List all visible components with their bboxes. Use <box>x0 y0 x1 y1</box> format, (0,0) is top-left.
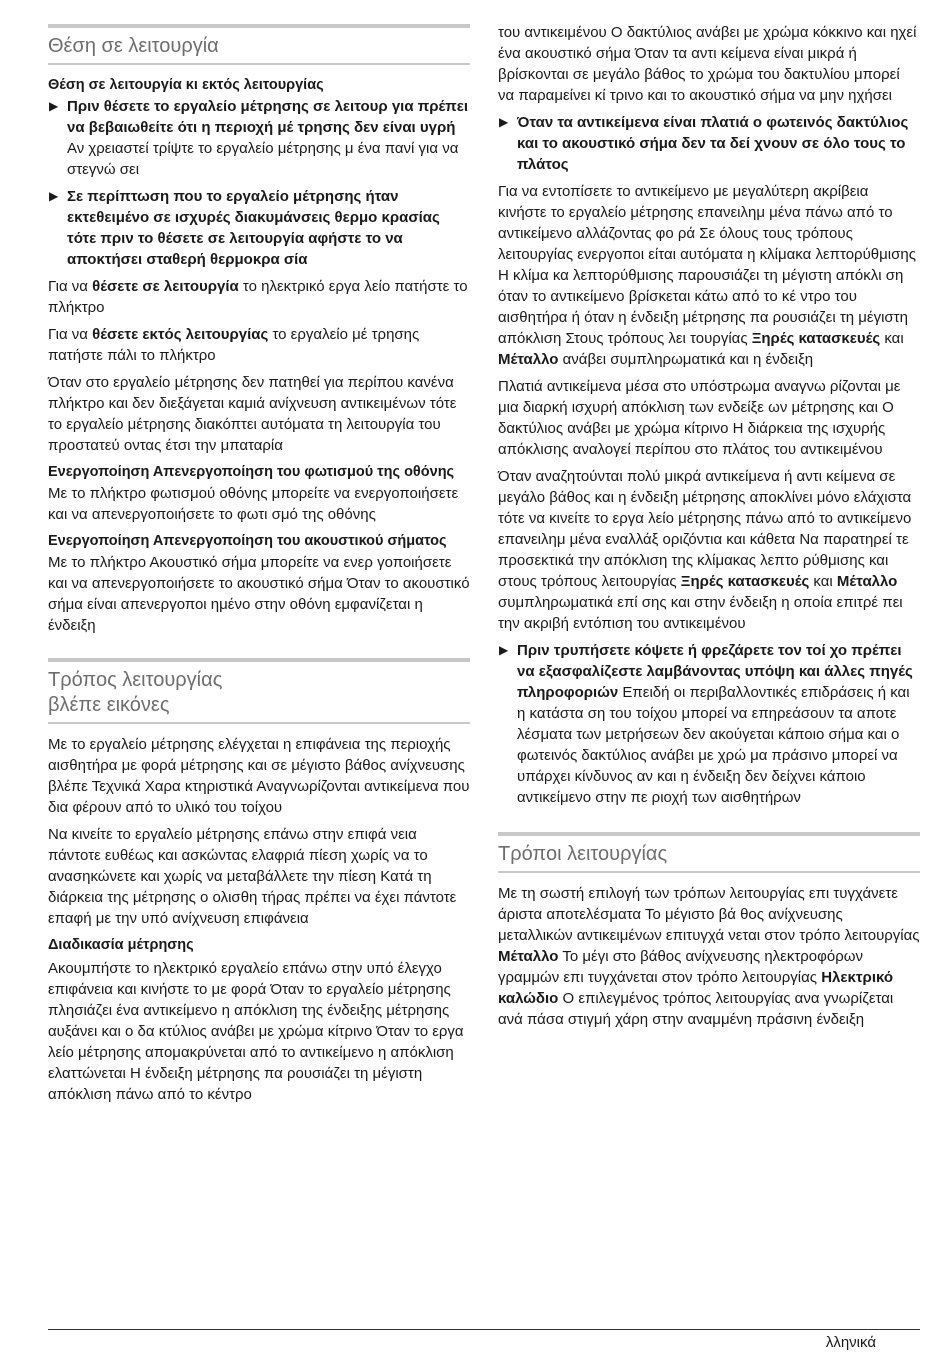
right-column <box>498 22 920 1036</box>
paragraph: του αντικειμένου Ο δακτύλιος ανάβει με χρώμα κόκκινο και ηχεί ένα ακουστικό σήμα Όταν τα αντι κείμενα είναι μικρά ή βρίσκονται σε μεγάλο βάθος το χρώμα του δακτυλίου μπορεί να παραμείνει κί τρινο και το ακουστικό σήμα να μην ηχήσει <box>498 24 917 104</box>
bullet-note <box>498 640 920 808</box>
triangle-right-icon: ▶ <box>49 99 59 113</box>
bullet-bold-text: Πριν τρυπήσετε κόψετε ή φρεζάρετε τον τοί χο πρέπει να εξασφαλίζεστε λαμβάνοντας υπόψη και άλλες πηγές πληροφοριών <box>517 642 913 701</box>
paragraph: Να κινείτε το εργαλείο μέτρησης επάνω στην επιφά νεια πάντοτε ευθέως και ασκώντας ελαφριά πίεση χωρίς να το ανασηκώνετε και χωρίς να μεταβάλλετε την πίεση Κατά τη διάρκεια της μέτρησης ο ολισθη τήρας πρέπει να έχει πάντοτε επαφή με την υπό ανίχνευση επιφάνεια <box>48 826 457 927</box>
subheading-acoustic-signal: Ενεργοποίηση Απενεργοποίηση του ακουστικού σήματος <box>48 533 447 549</box>
section-header-modes <box>498 832 920 873</box>
bullet-bold-text: Σε περίπτωση που το εργαλείο μέτρησης ήταν εκτεθειμένο σε ισχυρές διακυμάνσεις θερμο κρασίας τότε πριν το θέσετε σε λειτουργία αφήστε το να αποκτήσει σταθερή θερμοκρα σία <box>67 188 440 268</box>
paragraph: Με το πλήκτρο Ακουστικό σήμα μπορείτε να ενερ γοποιήσετε και να απενεργοποιήσετε το ακουστικό σήμα Όταν το ακουστικό σήμα είναι απενεργοποι ημένο στην οθόνη εμφανίζεται η ένδειξη <box>48 554 470 634</box>
bullet-note <box>48 186 470 270</box>
paragraph: Ακουμπήστε το ηλεκτρικό εργαλείο επάνω στην υπό έλεγχο επιφάνεια και κινήστε το με φορά Όταν το εργαλείο μέτρησης πλησιάζει ένα αντικείμενο η απόκλιση της ένδειξης μέτρησης αυξάνει και ο δα κτύλιος ανάβει με χρώμα κίτρινο Όταν το εργα λείο μέτρησης απομακρύνεται από το αντικείμενο η απόκλιση ελαττώνεται Η ένδειξη μέτρησης πα ρουσιάζει τη μέγιστη απόκλιση πάνω από το κέντρο <box>48 960 464 1103</box>
paragraph: Όταν στο εργαλείο μέτρησης δεν πατηθεί για περίπου κανένα πλήκτρο και δεν διεξάγεται καμιά ανίχνευση αντικειμένων τότε το εργαλείο μέτρησης διακόπτει αυτόματα τη λειτουργία του προστατεύ οντας έτσι την μπαταρία <box>48 374 457 454</box>
triangle-right-icon: ▶ <box>49 189 59 203</box>
bullet-note <box>48 96 470 180</box>
footer-language: λληνικά <box>825 1334 876 1351</box>
left-column <box>48 24 470 1111</box>
section-title: Τρόποι λειτουργίας <box>498 843 668 865</box>
triangle-right-icon: ▶ <box>499 643 509 657</box>
paragraph: Πλατιά αντικείμενα μέσα στο υπόστρωμα αναγνω ρίζονται με μια διαρκή ισχυρή απόκλιση των ενδείξε ων μέτρησης και Ο δακτύλιος ανάβει με χρώμα κίτρινο Η διάρκεια της ισχυρής απόκλισης αναλογεί περίπου στο πλάτος του αντικειμένου <box>498 378 901 458</box>
section-header-startup <box>48 24 470 65</box>
section-title: Τρόπος λειτουργίας βλέπε εικόνες <box>48 669 223 716</box>
subheading-measuring-procedure: Διαδικασία μέτρησης <box>48 937 194 953</box>
bullet-text: Επειδή οι περιβαλλοντικές επιδράσεις ή και η κατάστα ση του τοίχου μπορεί να επηρεάσουν τα αποτε λέσματα των μετρήσεων δεν ακούγεται κάποιο σήμα και ο φωτεινός δακτύλιος ανάβει με χρώ μα πράσινο μπορεί να υπάρχει κίνδυνος αν και η ένδειξη δεν δείχνει κάποιο αντικείμενο στην πε ριοχή των αισθητήρων <box>517 684 910 806</box>
section-title: Θέση σε λειτουργία <box>48 35 219 57</box>
section-header-operation <box>48 658 470 724</box>
paragraph: Με το εργαλείο μέτρησης ελέγχεται η επιφάνεια της περιοχής αισθητήρα με φορά μέτρησης και σε μέγιστο βάθος ανίχνευσης βλέπε Τεχνικά Χαρα κτηριστικά Αναγνωρίζονται αντικείμενα που δια φέρουν από το υλικό του τοίχου <box>48 736 470 816</box>
footer-divider <box>48 1329 920 1330</box>
bullet-bold-text: Όταν τα αντικείμενα είναι πλατιά ο φωτεινός δακτύλιος και το ακουστικό σήμα δεν τα δεί χνουν σε όλο τους το πλάτος <box>517 114 909 173</box>
subheading-display-light: Ενεργοποίηση Απενεργοποίηση του φωτισμού της οθόνης <box>48 464 455 480</box>
bullet-note <box>498 112 920 175</box>
paragraph: Για να θέσετε σε λειτουργία το ηλεκτρικό εργα λείο πατήστε το πλήκτρο <box>48 278 468 316</box>
paragraph: Όταν αναζητούνται πολύ μικρά αντικείμενα ή αντι κείμενα σε μεγάλο βάθος και η ένδειξη μέτρησης αποκλίνει μόνο ελάχιστα τότε να κινείτε το εργα λείο μέτρησης πάνω από το αντικείμενο επανειλημ μένα εναλλάξ οριζόντια και κάθετα Να παρατηρεί τε προσεκτικά την απόκλιση της κλίμακας λεπτο ρύθμισης και στους τρόπους λειτουργίας Ξηρές κατασκευές και Μέταλλο συμπληρωματικά επί σης και στην ένδειξη η οποία επιτρέ πει την ακριβή εντόπιση του αντικειμένου <box>498 468 912 632</box>
paragraph: Με τη σωστή επιλογή των τρόπων λειτουργίας επι τυγχάνετε άριστα αποτελέσματα Το μέγιστο βά θος ανίχνευσης μεταλλικών αντικειμένων επιτυγχά νεται στον τρόπο λειτουργίας Μέταλλο Το μέγι στο βάθος ανίχνευσης ηλεκτροφόρων γραμμών επι τυγχάνεται στον τρόπο λειτουργίας Ηλεκτρικό καλώδιο Ο επιλεγμένος τρόπος λειτουργίας ανα γνωρίζεται ανά πάσα στιγμή χάρη στην αναμμένη πράσινη ένδειξη <box>498 885 920 1028</box>
paragraph: Με το πλήκτρο φωτισμού οθόνης μπορείτε να ενεργοποιήσετε και να απενεργοποιήσετε το φωτι σμό της οθόνης <box>48 485 459 523</box>
paragraph: Για να εντοπίσετε το αντικείμενο με μεγαλύτερη ακρίβεια κινήστε το εργαλείο μέτρησης επανειλημ μένα πάνω από το αντικείμενο αλλάζοντας φο ρά Σε όλους τους τρόπους λειτουργίας ενεργοποι είται αυτόματα η κλίμακα λεπτορύθμισης Η κλίμα κα λεπτορύθμισης παρουσιάζει τη μέγιστη απόκλι ση όταν το αντικείμενο βρίσκεται κάτω από το κέ ντρο του αισθητήρα ή όταν η ένδειξη μέτρησης πα ρουσιάζει τη μέγιστη απόκλιση Στους τρόπους λει τουργίας Ξηρές κατασκευές και Μέταλλο ανάβει συμπληρωματικά και η ένδειξη <box>498 183 916 368</box>
bullet-text: Αν χρειαστεί τρίψτε το εργαλείο μέτρησης μ ένα πανί για να στεγνώ σει <box>67 140 459 178</box>
bullet-bold-text: Πριν θέσετε το εργαλείο μέτρησης σε λειτουρ για πρέπει να βεβαιωθείτε ότι η περιοχή μέ τρησης δεν είναι υγρή <box>67 98 469 136</box>
paragraph: Για να θέσετε εκτός λειτουργίας το εργαλείο μέ τρησης πατήστε πάλι το πλήκτρο <box>48 326 420 364</box>
subheading-on-off: Θέση σε λειτουργία κι εκτός λειτουργίας <box>48 77 324 93</box>
triangle-right-icon: ▶ <box>499 115 509 129</box>
